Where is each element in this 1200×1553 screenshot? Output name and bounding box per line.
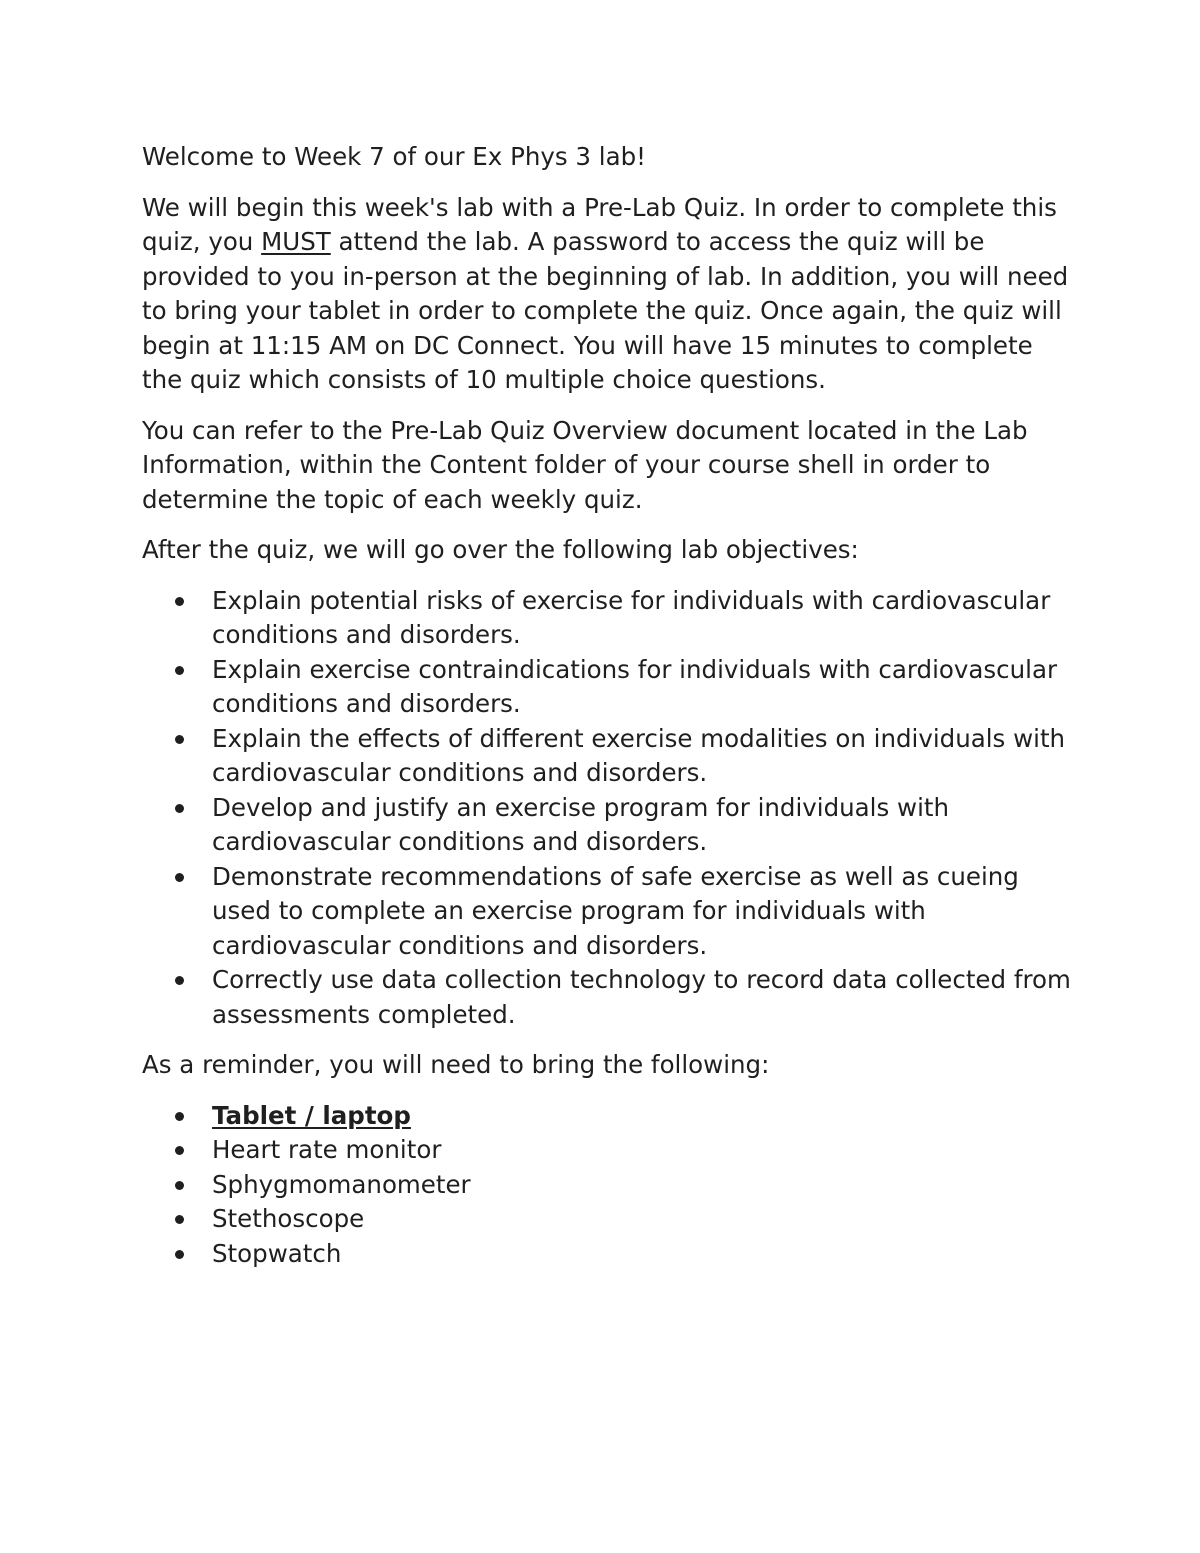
document-page (142, 140, 1072, 1287)
bring-item-text: Heart rate monitor (212, 1135, 442, 1164)
bullet-icon (175, 976, 184, 985)
objective-text: Explain the effects of different exercise modalities on individuals with cardiovascular conditions and disorders. (212, 723, 1066, 787)
bring-item-text: Stopwatch (212, 1238, 342, 1268)
quiz-text-end: attend the lab. A password to access the quiz will be provided to you in-person at the beginning of lab. In addition, you will need to bring your tablet in order to complete the quiz. Once again, the quiz will begin at 11:15 AM on DC Connect. You will have 15 minutes to complete the quiz which consists of 10 multiple choice questions. (142, 227, 1069, 394)
objective-text: Explain potential risks of exercise for individuals with cardiovascular conditions and disorders. (212, 585, 1051, 649)
objective-text: Correctly use data collection technology to record data collected from assessments completed. (212, 965, 1071, 1029)
list-item (142, 722, 1072, 791)
bring-item-text: Sphygmomanometer (212, 1169, 471, 1199)
overview-paragraph: You can refer to the Pre-Lab Quiz Overview document located in the Lab Information, within the Content folder of your course shell in order to determine the topic of each weekly quiz. (142, 415, 1028, 514)
objective-text: Explain exercise contraindications for individuals with cardiovascular conditions and disorders. (212, 654, 1058, 718)
list-item (142, 791, 1072, 860)
list-item (142, 1168, 1072, 1203)
list-item (142, 1202, 1072, 1237)
bullet-icon (175, 1181, 184, 1190)
list-item (142, 1099, 1072, 1134)
greeting-line: Welcome to Week 7 of our Ex Phys 3 lab! (142, 142, 646, 171)
list-item (142, 963, 1072, 1032)
bring-item-text: Tablet / laptop (212, 1100, 411, 1130)
bullet-icon (175, 1146, 184, 1155)
bullet-icon (175, 804, 184, 813)
objective-text: Demonstrate recommendations of safe exercise as well as cueing used to complete an exercise program for individuals with cardiovascular conditions and disorders. (212, 861, 1019, 960)
bullet-icon (175, 873, 184, 882)
bring-items-list (142, 1099, 1072, 1272)
objectives-list (142, 584, 1072, 1033)
quiz-paragraph (142, 191, 1072, 398)
bullet-icon (175, 1215, 184, 1224)
reminder-intro: As a reminder, you will need to bring the following: (142, 1050, 770, 1079)
list-item (142, 860, 1072, 964)
list-item (142, 1133, 1072, 1168)
bullet-icon (175, 597, 184, 606)
must-emphasis: MUST (261, 227, 331, 256)
bullet-icon (175, 1112, 184, 1121)
list-item (142, 1237, 1072, 1272)
bullet-icon (175, 735, 184, 744)
bring-item-text: Stethoscope (212, 1204, 365, 1233)
list-item (142, 584, 1072, 653)
objectives-intro: After the quiz, we will go over the following lab objectives: (142, 535, 859, 564)
quiz-text-start: We will begin this week's lab with a Pre-Lab Quiz. In order to complete this quiz, you (142, 192, 1057, 256)
bullet-icon (175, 1250, 184, 1259)
list-item (142, 653, 1072, 722)
bullet-icon (175, 666, 184, 675)
objective-text: Develop and justify an exercise program for individuals with cardiovascular conditions and disorders. (212, 792, 950, 856)
